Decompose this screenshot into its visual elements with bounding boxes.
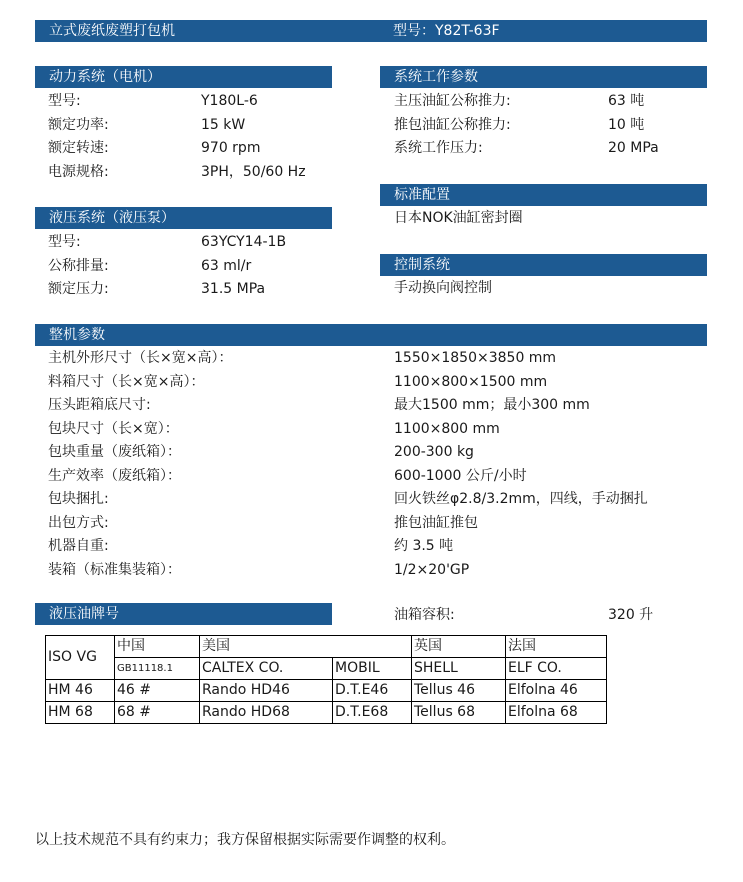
spec-value: 最大1500 mm；最小300 mm [394,397,590,413]
spec-label: 推包油缸公称推力: [394,116,511,133]
spec-value: 63YCY14-1B [201,234,287,250]
spec-value: 3PH，50/60 Hz [201,163,306,180]
spec-row [48,231,378,253]
spec-row [48,137,378,159]
spec-label: 包块捆扎: [48,491,109,507]
footer-note: 以上技术规范不具有约束力；我方保留根据实际需要作调整的权利。 [35,832,455,848]
spec-value: Y180L-6 [201,93,258,109]
oil-table-country-uk: 英国 [412,636,506,658]
table-cell: Elfolna 68 [506,702,607,724]
spec-row [48,488,698,510]
page-title: 立式废纸废塑打包机 [49,23,175,39]
spec-label: 系统工作压力: [394,140,483,156]
spec-row [48,347,698,369]
spec-label: 料箱尺寸（长×宽×高）： [48,373,205,390]
table-cell: HM 68 [46,702,115,724]
spec-value: 20 MPa [608,140,659,156]
spec-row [48,559,698,581]
spec-label: 主机外形尺寸（长×宽×高）： [48,350,233,366]
tank-capacity-value: 320 升 [608,607,654,623]
spec-value: 600-1000 公斤/小时 [394,467,527,484]
spec-label: 包块重量（废纸箱）： [48,444,181,460]
spec-value: 970 rpm [201,140,261,156]
table-row [46,680,607,702]
oil-table-brand-shell: SHELL [412,658,506,680]
table-cell: Tellus 46 [412,680,506,702]
spec-row [48,418,698,440]
spec-value: 1100×800 mm [394,420,500,437]
standard-config-text: 日本NOK油缸密封圈 [394,210,523,226]
control-text: 手动换向阀控制 [394,280,492,296]
table-cell: Elfolna 46 [506,680,607,702]
spec-label: 额定转速: [48,140,109,156]
table-cell: 46 # [115,680,200,702]
header-bar [35,20,707,42]
oil-table-brand-elf: ELF CO. [506,658,607,680]
oil-table-brand-mobil: MOBIL [333,658,412,680]
oil-table-country-us: 美国 [200,636,412,658]
spec-row [48,90,378,112]
oil-table [45,635,607,724]
standard-config-title: 标准配置 [380,184,707,206]
spec-value: 约 3.5 吨 [394,538,454,554]
spec-value: 31.5 MPa [201,281,266,297]
motor-section-title: 动力系统（电机） [35,66,332,88]
spec-row [48,255,378,277]
table-cell: Rando HD46 [200,680,333,702]
spec-value: 200-300 kg [394,444,474,460]
spec-value: 1/2×20'GP [394,561,470,578]
spec-label: 包块尺寸（长×宽）： [48,420,179,437]
table-cell: HM 46 [46,680,115,702]
spec-label: 出包方式: [48,514,109,531]
pump-section-title: 液压系统（液压泵） [35,207,332,229]
oil-table-brand-caltex: CALTEX CO. [200,658,333,680]
spec-value: 1100×800×1500 mm [394,373,548,390]
spec-label: 压头距箱底尺寸: [48,397,151,413]
table-row [46,702,607,724]
machine-section-title: 整机参数 [35,324,707,346]
oil-table-country-cn: 中国 [115,636,200,658]
table-cell: Tellus 68 [412,702,506,724]
spec-label: 公称排量: [48,257,109,274]
spec-label: 装箱（标准集装箱）： [48,561,181,578]
spec-row [394,114,724,136]
spec-value: 回火铁丝φ2.8/3.2mm，四线，手动捆扎 [394,491,648,507]
spec-label: 生产效率（废纸箱）： [48,467,181,484]
spec-label: 额定压力: [48,281,109,297]
spec-label: 型号: [48,93,81,109]
oil-table-country-fr: 法国 [506,636,607,658]
spec-label: 主压油缸公称推力: [394,93,511,109]
table-cell: D.T.E46 [333,680,412,702]
spec-row [48,114,378,136]
spec-row [48,441,698,463]
spec-value: 15 kW [201,116,246,133]
spec-row [48,278,378,300]
oil-table-brand-gb: GB11118.1 [115,658,200,680]
spec-value: 推包油缸推包 [394,514,478,531]
spec-value: 63 ml/r [201,257,252,274]
spec-label: 额定功率: [48,116,109,133]
oil-table-iso-header: ISO VG [46,636,115,680]
spec-row [48,535,698,557]
spec-label: 电源规格: [48,163,109,180]
spec-value: 63 吨 [608,93,645,109]
table-cell: 68 # [115,702,200,724]
spec-row [394,90,724,112]
table-cell: D.T.E68 [333,702,412,724]
spec-row [48,512,698,534]
spec-value: 10 吨 [608,116,645,133]
spec-label: 机器自重: [48,538,109,554]
control-title: 控制系统 [380,254,707,276]
oil-section-title: 液压油牌号 [35,603,332,625]
spec-row [48,394,698,416]
table-cell: Rando HD68 [200,702,333,724]
spec-row [48,371,698,393]
spec-label: 型号: [48,234,81,250]
spec-row [48,465,698,487]
model-title: 型号：Y82T-63F [393,23,500,39]
spec-row [394,137,724,159]
tank-capacity-label: 油箱容积: [394,607,455,623]
spec-row [48,161,378,183]
system-params-title: 系统工作参数 [380,66,707,88]
spec-value: 1550×1850×3850 mm [394,350,557,366]
